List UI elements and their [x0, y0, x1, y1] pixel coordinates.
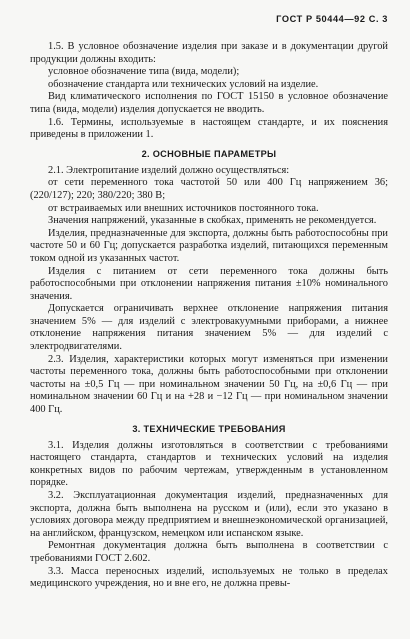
paragraph-2-1: 2.1. Электропитание изделий должно осуществляться:	[48, 164, 290, 176]
paragraph-ac-supply: Изделия с питанием от сети переменного тока должны быть работоспособными при отклонении напряжения питания ±10% номинального значения.	[30, 265, 388, 302]
running-head: ГОСТ Р 50444—92 С. 3	[276, 14, 388, 24]
paragraph-2-3: 2.3. Изделия, характеристики которых могут изменяться при изменении частоты переменного тока, должны быть работоспособными при отклонении частоты на ±0,5 Гц — при номинальном значении 50 Гц, на ±0,6 Гц — при номинальном значении 60 Гц и на +28 и −12 Гц — при номинальном значении 400 Гц.	[30, 353, 388, 416]
paragraph-climatic: Вид климатического исполнения по ГОСТ 15150 в условное обозначение типа (вида, модели) изделия допускается не вводить.	[30, 91, 388, 115]
paragraph-1-5-item-2: обозначение стандарта или технических условий на изделие.	[48, 78, 319, 90]
paragraph-repair: Ремонтная документация должна быть выполнена в соответствии с требованиями ГОСТ 2.602.	[30, 540, 388, 564]
section-2-heading: 2. ОСНОВНЫЕ ПАРАМЕТРЫ	[141, 148, 277, 159]
paragraph-1-5-item-1: условное обозначение типа (вида, модели);	[48, 66, 240, 78]
paragraph-voltages: Значения напряжений, указанные в скобках, применять не рекомендуется.	[48, 215, 377, 227]
paragraph-3-1: 3.1. Изделия должны изготовляться в соответствии с требованиями настоящего стандарта, стандартов и технических условий на изделия конкретных видов по рабочим чертежам, утвержденным в установленном порядке.	[30, 439, 388, 489]
paragraph-3-3: 3.3. Масса переносных изделий, используемых не только в пределах медицинского учреждения, но и вне его, не должна превы-	[30, 565, 388, 590]
paragraph-2-1-line-1: от сети переменного тока частотой 50 или 400 Гц напряжением 36; (220/127); 220; 380/220; 380 В;	[30, 177, 388, 201]
paragraph-3-2: 3.2. Эксплуатационная документация изделий, предназначенных для экспорта, должна быть выполнена на русском и (или), если это указано в условиях договора между предприятием и внешнеэкономической организацией, на английском, французском, немецком или испанском языке.	[30, 490, 388, 539]
paragraph-1-6: 1.6. Термины, используемые в настоящем стандарте, и их пояснения приведены в приложении 1.	[30, 116, 388, 141]
paragraph-export: Изделия, предназначенные для экспорта, должны быть работоспособны при частоте 50 и 60 Гц; допускается разработка изделий, питающихся переменным током одной из указанных частот.	[30, 227, 388, 264]
paragraph-2-1-line-2: от встраиваемых или внешних источников постоянного тока.	[48, 202, 319, 214]
paragraph-deviation: Допускается ограничивать верхнее отклонение напряжения питания значением 5% — для изделий с электровакуумными приборами, а нижнее отклонение напряжения питания значением 5% — для изделий с электродвигателями.	[30, 303, 388, 353]
section-3-heading: 3. ТЕХНИЧЕСКИЕ ТРЕБОВАНИЯ	[132, 423, 286, 434]
paragraph-1-5: 1.5. В условное обозначение изделия при заказе и в документации другой продукции должны входить:	[30, 41, 388, 65]
